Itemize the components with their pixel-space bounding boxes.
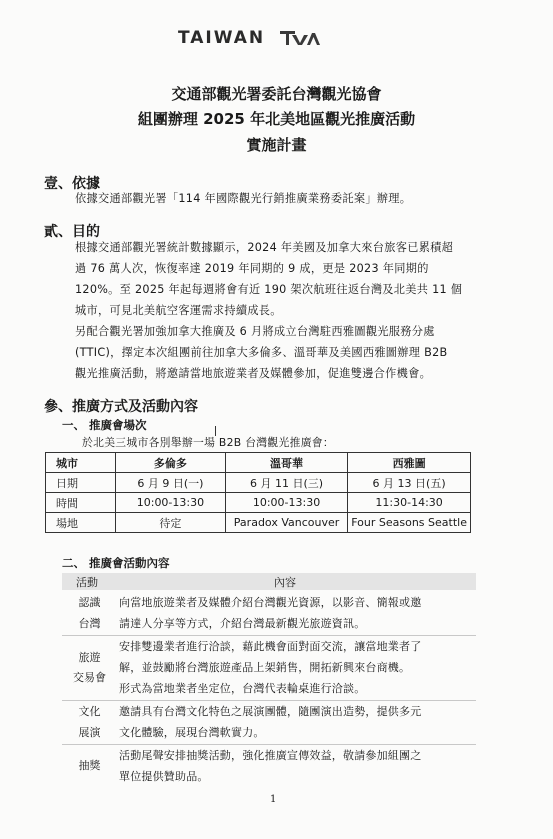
section-2-line-4: 城市，可見北美航空客運需求持續成長。 <box>75 304 282 317</box>
doc-title-line-1: 交通部觀光署委託台灣觀光協會 <box>171 85 382 103</box>
section-2-line-1: 根據交通部觀光署統計數據顯示，2024 年美國及加拿大來台旅客已累積超 <box>75 241 454 254</box>
activity-row-label: 展演 <box>78 726 101 739</box>
schedule-cell: 日期 <box>46 473 116 493</box>
schedule-row-venue <box>46 513 471 533</box>
activity-row-label: 認識 <box>78 596 101 609</box>
page-number: 1 <box>270 794 277 805</box>
section-2-line-5: 另配合觀光署加強加拿大推廣及 6 月將成立台灣駐西雅圖觀光服務分處 <box>75 325 435 338</box>
section-2-line-6: (TTIC)，擇定本次組團前往加拿大多倫多、溫哥華及美國西雅圖辦理 B2B <box>75 346 448 359</box>
activity-row-text: 單位提供贊助品。 <box>119 770 209 783</box>
doc-title-line-2: 組團辦理 2025 年北美地區觀光推廣活動 <box>137 110 416 128</box>
schedule-header-cell: 溫哥華 <box>225 453 347 473</box>
schedule-header-cell: 西雅圖 <box>348 453 471 473</box>
header-logos <box>178 28 321 48</box>
activity-row-text: 請達人分享等方式，介紹台灣最新觀光旅遊資訊。 <box>119 617 366 630</box>
section-1-text: 依據交通部觀光署「114 年國際觀光行銷推廣業務委託案」辦理。 <box>75 192 412 205</box>
activity-row-label: 交易會 <box>73 671 106 684</box>
schedule-cell: 6 月 9 日(一) <box>115 473 225 493</box>
schedule-row-time <box>46 493 471 513</box>
schedule-row-date <box>46 473 471 493</box>
activity-row-text: 活動尾聲安排抽獎活動，強化推廣宣傳效益，敬請參加組團之 <box>119 749 422 762</box>
section-1-heading: 壹、依據 <box>44 176 100 192</box>
section-2-line-2: 過 76 萬人次，恢復率達 2019 年同期的 9 成，更是 2023 年同期的 <box>75 262 429 275</box>
activity-row-text: 向當地旅遊業者及媒體介紹台灣觀光資源，以影音、簡報或邀 <box>119 596 422 609</box>
subsection-1-heading: 一、 推廣會場次 <box>62 418 147 432</box>
activity-row-text: 安排雙邊業者進行洽談，藉此機會面對面交流，讓當地業者了 <box>119 640 422 653</box>
subsection-1-intro: 於北美三城市各別舉辦一場 B2B 台灣觀光推廣會： <box>82 436 334 449</box>
schedule-header-cell: 城市 <box>46 453 116 473</box>
schedule-header-row <box>46 453 471 473</box>
schedule-cell: 10:00-13:30 <box>115 493 225 513</box>
activity-row-label: 旅遊 <box>78 651 101 664</box>
section-2-heading: 貳、目的 <box>44 224 100 240</box>
schedule-header-cell: 多倫多 <box>115 453 225 473</box>
schedule-cell: 11:30-14:30 <box>348 493 471 513</box>
activity-table-header <box>62 573 476 590</box>
activity-header-col-2: 內容 <box>274 576 296 589</box>
schedule-table <box>45 452 471 533</box>
doc-title-line-3: 實施計畫 <box>246 136 307 154</box>
schedule-cell: 場地 <box>46 513 116 533</box>
tva-logo <box>279 29 321 47</box>
activity-row-label: 文化 <box>78 705 101 718</box>
activity-row-text: 解，並鼓勵將台灣旅遊產品上架銷售，開拓新興來台商機。 <box>119 661 411 674</box>
schedule-cell: 待定 <box>115 513 225 533</box>
section-2-line-3: 120%。至 2025 年起每週將會有近 190 架次航班往返台灣及北美共 11 個 <box>75 283 463 296</box>
schedule-cell: 時間 <box>46 493 116 513</box>
schedule-cell: Paradox Vancouver <box>225 513 347 533</box>
schedule-cell: 6 月 11 日(三) <box>225 473 347 493</box>
schedule-cell: 6 月 13 日(五) <box>348 473 471 493</box>
activity-row-text: 文化體驗，展現台灣軟實力。 <box>119 726 265 739</box>
section-2-line-7: 觀光推廣活動，將邀請當地旅遊業者及媒體參加，促進雙邊合作機會。 <box>75 367 432 380</box>
activity-header-col-1: 活動 <box>76 576 98 589</box>
activity-row-label: 抽獎 <box>78 759 101 772</box>
activity-row-text: 形式為當地業者坐定位，台灣代表輪桌進行洽談。 <box>119 682 366 695</box>
activity-row-text: 邀請具有台灣文化特色之展演團體，隨團演出造勢，提供多元 <box>119 705 422 718</box>
schedule-cell: 10:00-13:30 <box>225 493 347 513</box>
schedule-cell: Four Seasons Seattle <box>348 513 471 533</box>
subsection-2-heading: 二、 推廣會活動內容 <box>62 556 170 570</box>
taiwan-logo: TAIWAN <box>178 28 266 48</box>
activity-row-label: 台灣 <box>78 617 101 630</box>
section-3-heading: 參、推廣方式及活動內容 <box>44 399 198 415</box>
